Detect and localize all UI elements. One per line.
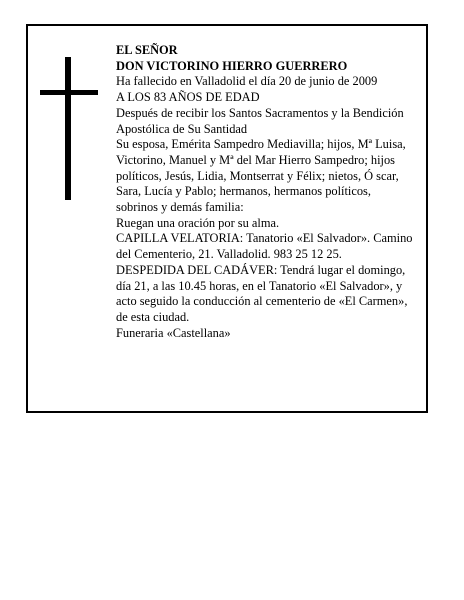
title-line-1: EL SEÑOR: [116, 43, 178, 57]
funeral-home: Funeraria «Castellana»: [116, 325, 231, 340]
cross-horizontal-bar: [40, 90, 98, 95]
farewell-info: DESPEDIDA DEL CADÁVER: Tendrá lugar el domingo, día 21, a las 10.45 horas, en el Tanatorio «El Salvador», y acto seguido la conducción al cementerio de «El Carmen», de esta ciudad.: [116, 262, 408, 324]
deceased-name: DON VICTORINO HIERRO GUERRERO: [116, 58, 348, 73]
death-info: Ha fallecido en Valladolid el día 20 de junio de 2009: [116, 74, 378, 89]
cross-vertical-bar: [65, 57, 71, 200]
prayer-line: Ruegan una oración por su alma.: [116, 215, 280, 230]
family-list: Su esposa, Emérita Sampedro Mediavilla; hijos, Mª Luisa, Victorino, Manuel y Mª del Mar Hierro Sampedro; hijos políticos, Jesús, Lidia, Montserrat y Félix; nietos, Ó scar, Sara, Lucía y Pablo; hermanos, hermanos políticos, sobrinos y demás familia:: [116, 137, 406, 215]
age-line: A LOS 83 AÑOS DE EDAD: [116, 90, 260, 105]
sacraments-line: Después de recibir los Santos Sacramentos y la Bendición Apostólica de Su Santidad: [116, 105, 404, 136]
obituary-notice: [26, 24, 428, 413]
cross-icon: [40, 57, 98, 200]
chapel-info: CAPILLA VELATORIA: Tanatorio «El Salvador». Camino del Cementerio, 21. Valladolid. 983 25 12 25.: [116, 231, 413, 262]
notice-text: [116, 43, 416, 341]
